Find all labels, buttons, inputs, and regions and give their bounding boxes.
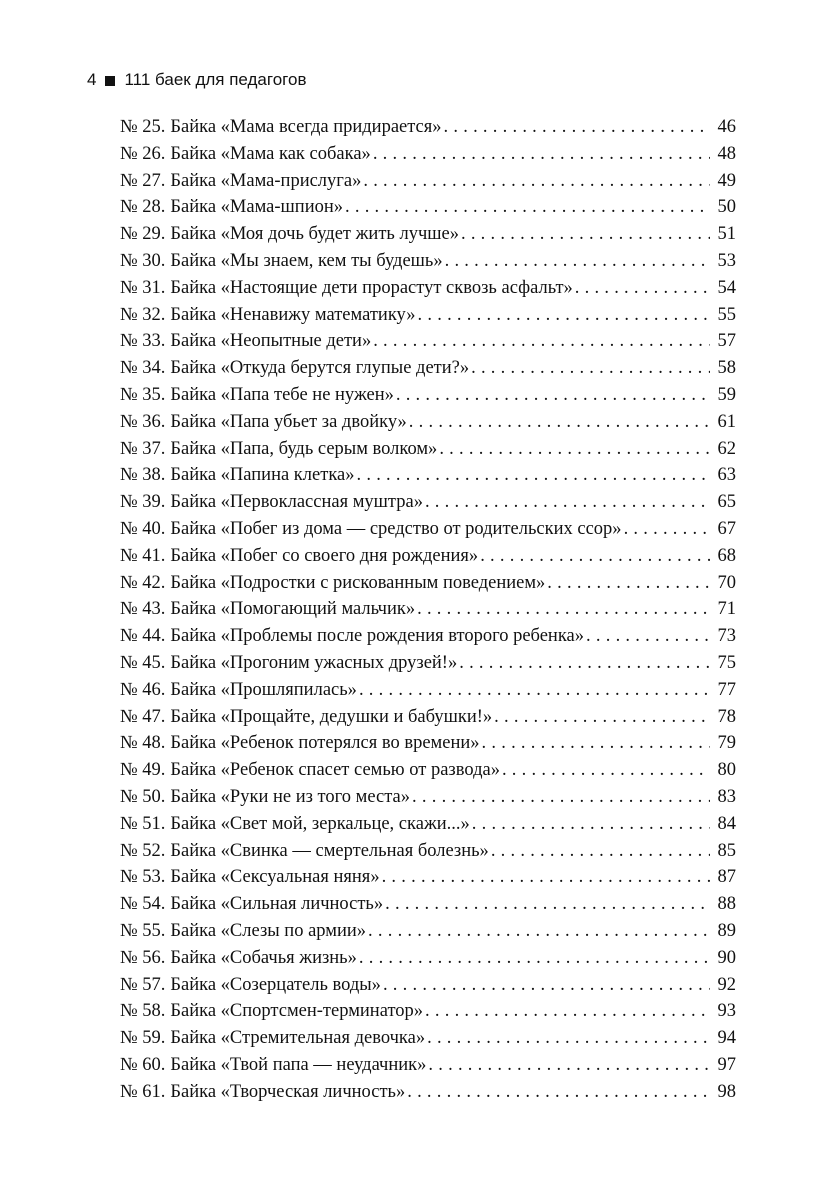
dot-leader: [418, 302, 710, 329]
toc-entry-number: № 55.: [120, 920, 166, 941]
toc-entry-number: № 29.: [120, 224, 166, 245]
dot-leader: [363, 168, 710, 195]
dot-leader: [461, 221, 710, 248]
toc-entry-page: 61: [717, 411, 736, 432]
toc-entry-page: 68: [717, 545, 736, 566]
toc-entry-number: № 40.: [120, 518, 166, 539]
toc-entry-title: Байка «Мы знаем, кем ты будешь»: [170, 250, 443, 271]
toc-entry-number: № 51.: [120, 813, 166, 834]
toc-entry-number: № 30.: [120, 250, 166, 271]
toc-entry-title: Байка «Мама как собака»: [170, 143, 371, 164]
toc-entry-title: Байка «Творческая личность»: [170, 1081, 406, 1102]
dot-leader: [547, 570, 710, 597]
dot-leader: [444, 114, 710, 141]
toc-entry-title: Байка «Первоклассная муштра»: [170, 492, 423, 513]
dot-leader: [439, 436, 710, 463]
toc-entry-page: 49: [717, 170, 736, 191]
toc-entry-page: 73: [717, 626, 736, 647]
toc-entry-title: Байка «Побег из дома — средство от родительских ссор»: [170, 518, 622, 539]
toc-entry-number: № 52.: [120, 840, 166, 861]
toc-entry-page: 88: [717, 894, 736, 915]
toc-entry-number: № 25.: [120, 117, 166, 137]
toc-entry-number: № 47.: [120, 706, 166, 727]
toc-entry-number: № 34.: [120, 358, 166, 379]
toc-entry-title: Байка «Стремительная девочка»: [170, 1028, 426, 1049]
toc-entry-page: 78: [717, 706, 736, 727]
toc-entry: [120, 114, 736, 141]
dot-leader: [491, 838, 710, 865]
toc-entry-title: Байка «Проблемы после рождения второго ребенка»: [170, 626, 585, 647]
dot-leader: [624, 516, 710, 543]
dot-leader: [472, 811, 710, 838]
toc-entry: [120, 972, 736, 999]
running-header: [87, 69, 306, 91]
toc-entry: [120, 382, 736, 409]
toc-entry-page: 75: [717, 652, 736, 673]
toc-entry-number: № 33.: [120, 331, 166, 352]
dot-leader: [575, 275, 710, 302]
toc-entry: [120, 838, 736, 865]
toc-entry-number: № 36.: [120, 411, 166, 432]
toc-entry-title: Байка «Ребенок спасет семью от развода»: [170, 760, 500, 781]
square-bullet-icon: [105, 76, 115, 86]
toc-entry-title: Байка «Сексуальная няня»: [170, 867, 380, 888]
toc-entry: [120, 516, 736, 543]
toc-entry-page: 55: [717, 304, 736, 325]
dot-leader: [471, 355, 710, 382]
toc-entry-page: 90: [717, 947, 736, 968]
dot-leader: [427, 1025, 710, 1052]
toc-entry-number: № 39.: [120, 492, 166, 513]
toc-entry: [120, 677, 736, 704]
toc-entry-title: Байка «Прогоним ужасных друзей!»: [170, 652, 458, 673]
toc-entry-number: № 26.: [120, 143, 166, 164]
dot-leader: [502, 757, 710, 784]
toc-entry: [120, 784, 736, 811]
toc-entry-number: № 57.: [120, 974, 166, 995]
toc-entry-number: № 32.: [120, 304, 166, 325]
toc-entry-title: Байка «Подростки с рискованным поведением»: [170, 572, 546, 593]
table-of-contents: [120, 114, 736, 1105]
toc-entry: [120, 570, 736, 597]
toc-entry-title: Байка «Прощайте, дедушки и бабушки!»: [170, 706, 493, 727]
toc-entry: [120, 462, 736, 489]
toc-entry-title: Байка «Твой папа — неудачник»: [170, 1054, 427, 1075]
toc-entry-title: Байка «Слезы по армии»: [170, 920, 367, 941]
toc-entry: [120, 141, 736, 168]
toc-entry: [120, 704, 736, 731]
toc-entry: [120, 168, 736, 195]
toc-entry: [120, 1052, 736, 1079]
dot-leader: [368, 918, 710, 945]
toc-entry-title: Байка «Откуда берутся глупые дети?»: [170, 358, 470, 379]
toc-entry: [120, 650, 736, 677]
dot-leader: [494, 704, 710, 731]
toc-entry-title: Байка «Папина клетка»: [170, 465, 355, 486]
dot-leader: [412, 784, 710, 811]
toc-entry-number: № 31.: [120, 277, 166, 298]
toc-entry-page: 94: [717, 1028, 736, 1049]
toc-entry-page: 51: [717, 224, 736, 245]
dot-leader: [396, 382, 710, 409]
toc-entry-page: 92: [717, 974, 736, 995]
toc-entry-title: Байка «Сильная личность»: [170, 894, 384, 915]
toc-entry: [120, 757, 736, 784]
dot-leader: [385, 891, 710, 918]
toc-entry: [120, 302, 736, 329]
toc-entry-title: Байка «Моя дочь будет жить лучше»: [170, 224, 459, 245]
toc-entry-title: Байка «Настоящие дети прорастут сквозь асфальт»: [170, 277, 573, 298]
toc-entry-title: Байка «Неопытные дети»: [170, 331, 372, 352]
toc-entry: [120, 328, 736, 355]
dot-leader: [445, 248, 710, 275]
toc-entry: [120, 945, 736, 972]
toc-entry-title: Байка «Ненавижу математику»: [170, 304, 416, 325]
dot-leader: [480, 543, 710, 570]
toc-entry-page: 70: [717, 572, 736, 593]
dot-leader: [425, 998, 710, 1025]
toc-entry: [120, 355, 736, 382]
toc-entry-page: 48: [717, 143, 736, 164]
toc-entry-page: 59: [717, 384, 736, 405]
toc-entry: [120, 730, 736, 757]
toc-entry-page: 53: [717, 250, 736, 271]
toc-entry-page: 57: [717, 331, 736, 352]
toc-entry-page: 50: [717, 197, 736, 218]
toc-entry: [120, 1079, 736, 1106]
toc-entry-number: № 53.: [120, 867, 166, 888]
toc-entry-page: 46: [717, 117, 736, 137]
toc-entry: [120, 489, 736, 516]
toc-entry-page: 54: [717, 277, 736, 298]
toc-entry-page: 87: [717, 867, 736, 888]
toc-entry: [120, 248, 736, 275]
toc-entry-page: 83: [717, 786, 736, 807]
toc-entry: [120, 275, 736, 302]
toc-entry-number: № 54.: [120, 894, 166, 915]
toc-entry: [120, 1025, 736, 1052]
toc-entry-title: Байка «Свинка — смертельная болезнь»: [170, 840, 489, 861]
dot-leader: [373, 328, 710, 355]
toc-entry: [120, 811, 736, 838]
dot-leader: [417, 596, 710, 623]
toc-entry-number: № 49.: [120, 760, 166, 781]
toc-entry-number: № 46.: [120, 679, 166, 700]
toc-entry-title: Байка «Помогающий мальчик»: [170, 599, 416, 620]
toc-entry-number: № 41.: [120, 545, 166, 566]
toc-entry-page: 79: [717, 733, 736, 754]
toc-entry: [120, 891, 736, 918]
toc-entry-page: 67: [717, 518, 736, 539]
dot-leader: [359, 945, 710, 972]
dot-leader: [409, 409, 710, 436]
toc-entry-title: Байка «Ребенок потерялся во времени»: [170, 733, 480, 754]
toc-entry-page: 58: [717, 358, 736, 379]
dot-leader: [345, 194, 710, 221]
toc-entry-number: № 61.: [120, 1081, 166, 1102]
toc-entry-number: № 42.: [120, 572, 166, 593]
toc-entry-number: № 37.: [120, 438, 166, 459]
toc-entry-number: № 27.: [120, 170, 166, 191]
toc-entry-title: Байка «Мама-прислуга»: [170, 170, 362, 191]
toc-entry-page: 65: [717, 492, 736, 513]
toc-entry-number: № 48.: [120, 733, 166, 754]
dot-leader: [357, 462, 711, 489]
dot-leader: [383, 972, 710, 999]
dot-leader: [382, 864, 710, 891]
toc-entry-page: 98: [717, 1081, 736, 1102]
toc-entry-title: Байка «Побег со своего дня рождения»: [170, 545, 479, 566]
toc-entry: [120, 543, 736, 570]
toc-entry: [120, 623, 736, 650]
toc-entry-page: 77: [717, 679, 736, 700]
toc-entry-number: № 44.: [120, 626, 166, 647]
page-number: 4: [87, 70, 97, 89]
toc-entry-number: № 59.: [120, 1028, 166, 1049]
toc-entry-title: Байка «Руки не из того места»: [170, 786, 411, 807]
toc-entry-title: Байка «Папа тебе не нужен»: [170, 384, 394, 405]
toc-entry-number: № 35.: [120, 384, 166, 405]
toc-entry-number: № 38.: [120, 465, 166, 486]
dot-leader: [425, 489, 710, 516]
toc-entry-page: 71: [717, 599, 736, 620]
dot-leader: [428, 1052, 710, 1079]
toc-entry: [120, 864, 736, 891]
dot-leader: [373, 141, 710, 168]
toc-entry-page: 97: [717, 1054, 736, 1075]
toc-entry: [120, 918, 736, 945]
toc-entry-title: Байка «Свет мой, зеркальце, скажи...»: [170, 813, 470, 834]
toc-entry-number: № 45.: [120, 652, 166, 673]
toc-entry-title: Байка «Прошляпилась»: [170, 679, 357, 700]
toc-entry-number: № 28.: [120, 197, 166, 218]
dot-leader: [359, 677, 710, 704]
toc-entry-title: Байка «Мама-шпион»: [170, 197, 343, 218]
toc-entry-number: № 60.: [120, 1054, 166, 1075]
toc-entry: [120, 998, 736, 1025]
toc-entry-title: Байка «Папа убьет за двойку»: [170, 411, 407, 432]
toc-entry-number: № 50.: [120, 786, 166, 807]
toc-entry: [120, 221, 736, 248]
dot-leader: [586, 623, 710, 650]
toc-entry-page: 85: [717, 840, 736, 861]
toc-entry-page: 63: [717, 465, 736, 486]
toc-entry-page: 84: [717, 813, 736, 834]
toc-entry-number: № 43.: [120, 599, 166, 620]
toc-entry: [120, 596, 736, 623]
dot-leader: [407, 1079, 710, 1106]
toc-entry-page: 93: [717, 1001, 736, 1022]
toc-entry-page: 80: [717, 760, 736, 781]
toc-entry: [120, 436, 736, 463]
toc-entry-title: Байка «Папа, будь серым волком»: [170, 438, 438, 459]
book-title: 111 баек для педагогов: [124, 70, 307, 89]
toc-entry-title: Байка «Мама всегда придирается»: [170, 117, 442, 137]
toc-entry-number: № 56.: [120, 947, 166, 968]
toc-entry: [120, 409, 736, 436]
toc-entry-title: Байка «Собачья жизнь»: [170, 947, 357, 968]
toc-entry-page: 62: [717, 438, 736, 459]
toc-entry-title: Байка «Созерцатель воды»: [170, 974, 381, 995]
toc-entry: [120, 194, 736, 221]
dot-leader: [482, 730, 710, 757]
toc-entry-title: Байка «Спортсмен-терминатор»: [170, 1001, 424, 1022]
toc-entry-number: № 58.: [120, 1001, 166, 1022]
toc-entry-page: 89: [717, 920, 736, 941]
dot-leader: [459, 650, 710, 677]
